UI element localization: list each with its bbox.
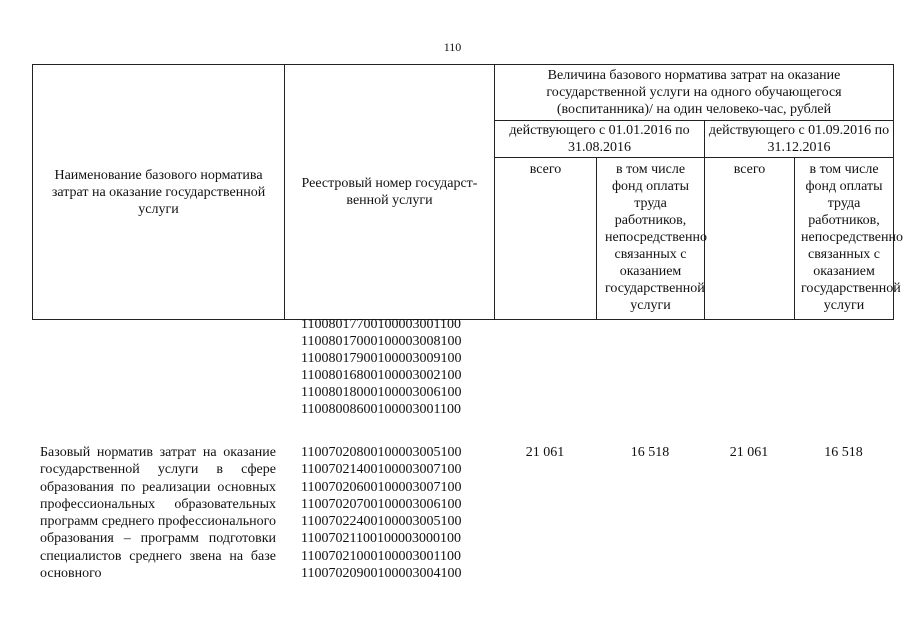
main-codes — [301, 444, 461, 582]
header-registry-column: Реестровый номер государст-венной услуги — [285, 65, 495, 320]
page-number: 110 — [443, 40, 462, 54]
registry-code: 11008018000100003006100 — [301, 385, 462, 400]
registry-code: 11008017000100003008100 — [301, 334, 462, 349]
registry-code: 11007020700100003006100 — [301, 496, 462, 512]
header-total-2: всего — [705, 158, 795, 320]
registry-code: 11008008600100003001100 — [301, 402, 461, 417]
header-table — [32, 64, 903, 320]
header-incl-1: в том числе фонд оплаты труда работников, непосредственно связанных с оказанием государственной услуги — [597, 158, 705, 320]
registry-code: 11008017900100003009100 — [301, 351, 462, 366]
continued-codes — [301, 316, 461, 418]
registry-code: 11007021100100003000100 — [301, 531, 461, 547]
header-total-1: всего — [495, 158, 597, 320]
service-name: Базовый норматив затрат на оказание государственной услуги в сфере образования по реализации основных профессиональных образовательных программ среднего профессионального образования – программ подготовки специалистов среднего звена на базе основного — [40, 445, 276, 582]
registry-code: 11008017700100003001100 — [301, 317, 461, 332]
header-period-1: действующего с 01.01.2016 по 31.08.2016 — [495, 121, 705, 158]
value-total-period-2: 21 061 — [729, 445, 769, 460]
registry-code: 11007020900100003004100 — [301, 566, 462, 582]
value-incl-period-2: 16 518 — [824, 445, 863, 460]
registry-code: 11007021000100003001100 — [301, 548, 461, 564]
header-name-column: Наименование базового норматива затрат на оказание государственной услуги — [33, 65, 285, 320]
header-incl-2: в том числе фонд оплаты труда работников, непосредственно связанных с оказанием государственной услуги — [795, 158, 894, 320]
value-incl-period-1: 16 518 — [630, 445, 670, 460]
registry-code: 11007020600100003007100 — [301, 479, 462, 495]
header-period-2: действующего с 01.09.2016 по 31.12.2016 — [705, 121, 894, 158]
registry-code: 11007021400100003007100 — [301, 462, 462, 478]
registry-code: 11007022400100003005100 — [301, 514, 462, 530]
header-value-column: Величина базового норматива затрат на оказание государственной услуги на одного обучающегося (воспитанника)/ на один человеко-час, рублей — [495, 65, 894, 121]
registry-code: 11007020800100003005100 — [301, 445, 462, 460]
value-total-period-1: 21 061 — [525, 445, 565, 460]
registry-code: 11008016800100003002100 — [301, 368, 462, 383]
